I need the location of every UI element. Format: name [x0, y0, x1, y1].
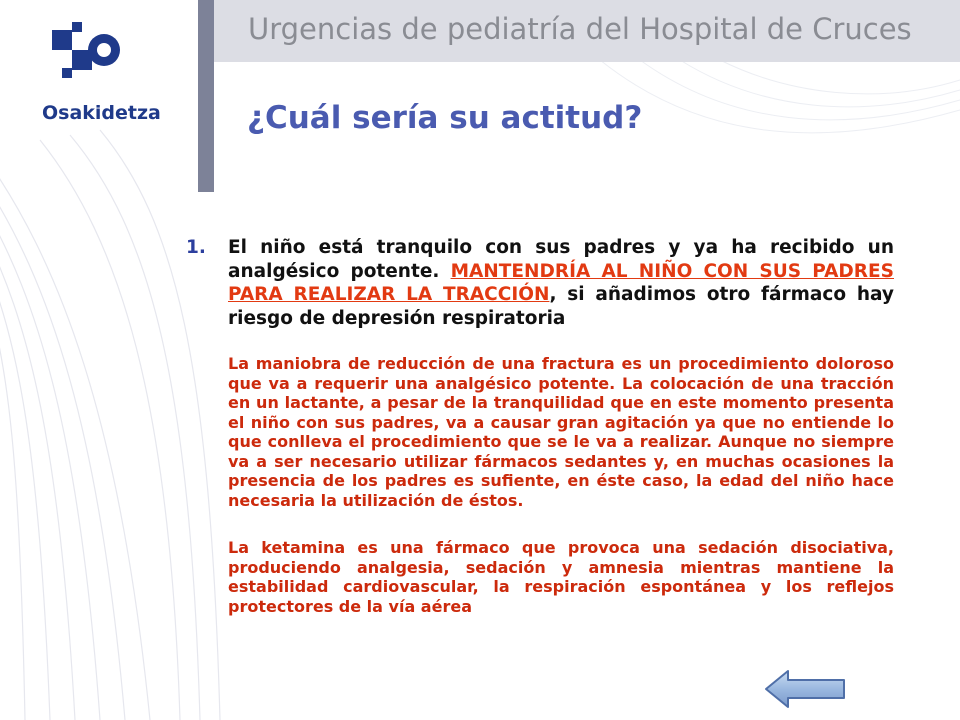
- side-accent-bar: [198, 0, 214, 192]
- item-number: 1.: [186, 237, 206, 258]
- rest-text: , si añadimos otro fármaco hay riesgo de depresión respiratoria: [228, 284, 894, 329]
- item-main-text: [228, 236, 894, 330]
- osakidetza-logo: [42, 22, 182, 132]
- explanation-paragraph-2: La ketamina es una fármaco que provoca una sedación disociativa, produciendo analgesia, sedación y amnesia mientras mantiene la estabilidad cardiovascular, la respiración espontánea y los reflejos protectores de la vía aérea: [228, 538, 894, 616]
- emphasis-text: MANTENDRÍA AL NIÑO CON SUS PADRES PARA REALIZAR LA TRACCIÓN: [228, 260, 894, 305]
- intro-text: El niño está tranquilo con sus padres y ya ha recibido un analgésico potente.: [228, 237, 894, 282]
- left-arrow-icon[interactable]: [764, 668, 848, 710]
- slide-title: ¿Cuál sería su actitud?: [247, 100, 643, 136]
- list-item: [186, 236, 894, 616]
- logo-wordmark: Osakidetza: [42, 102, 161, 124]
- explanation-paragraph-1: La maniobra de reducción de una fractura es un procedimiento doloroso que va a requerir una analgésico potente. La colocación de una tracción en un lactante, a pesar de la tranquilidad que en este momento presenta el niño con sus padres, va a causar gran agitación ya que no entiende lo que conlleva el procedimiento que se le va a realizar. Aunque no siempre va a ser necesario utilizar fármacos sedantes y, en muchas ocasiones la presencia de los padres es sufiente, en éste caso, la edad del niño hace necesaria la utilización de éstos.: [228, 354, 894, 510]
- header-title: Urgencias de pediatría del Hospital de Cruces: [248, 12, 912, 46]
- item-body: [228, 236, 894, 616]
- osakidetza-logo-icon: [52, 22, 124, 86]
- slide-content: [186, 236, 894, 616]
